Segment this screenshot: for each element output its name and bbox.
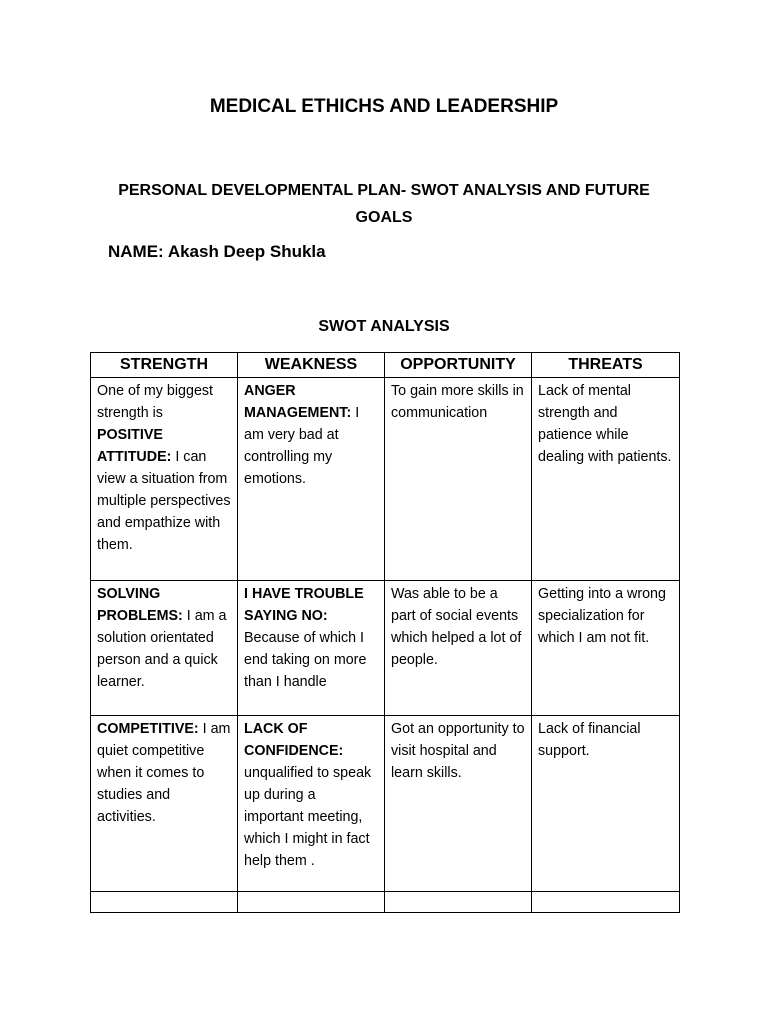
name-line [108,242,326,262]
document-title: MEDICAL ETHICHS AND LEADERSHIP [209,96,559,117]
strength-cell [91,716,238,892]
cell-text: Because of which I end taking on more than I handle [244,630,367,690]
cell-text: Lack of mental strength and patience while dealing with patients. [538,383,672,465]
name-label: NAME: [108,242,164,261]
header-strength: STRENGTH [91,353,238,378]
cell-bold-label: I HAVE TROUBLE SAYING NO: [244,586,364,624]
swot-table [90,352,680,913]
cell-text: Lack of financial support. [538,721,641,759]
opportunity-cell [385,378,532,581]
opportunity-cell [385,716,532,892]
cell-text: I am very bad at controlling my emotions. [244,405,360,487]
cell-bold-label: SOLVING PROBLEMS: [97,586,183,624]
table-row [91,716,680,892]
table-row-empty [91,892,680,913]
cell-text: unqualified to speak up during a important meeting, which I might in fact help them . [244,765,372,869]
table-header-row [91,353,680,378]
weakness-cell [238,378,385,581]
cell-bold-label: ANGER MANAGEMENT: [244,383,352,421]
cell-prefix: One of my biggest strength is [97,383,214,421]
swot-section-title: SWOT ANALYSIS [318,318,450,335]
cell-bold-label: POSITIVE ATTITUDE: [97,427,172,465]
cell-text: To gain more skills in communication [391,383,524,421]
empty-cell [91,892,238,913]
weakness-cell [238,716,385,892]
cell-text: I can view a situation from multiple perspectives and empathize with them. [97,449,231,553]
weakness-cell [238,581,385,716]
cell-text: Got an opportunity to visit hospital and learn skills. [391,721,525,781]
strength-cell [91,378,238,581]
header-weakness: WEAKNESS [238,353,385,378]
threats-cell [532,581,680,716]
empty-cell [532,892,680,913]
header-opportunity: OPPORTUNITY [385,353,532,378]
table-row [91,378,680,581]
opportunity-cell [385,581,532,716]
cell-bold-label: COMPETITIVE: [97,721,199,737]
cell-text: I am quiet competitive when it comes to studies and activities. [97,721,231,825]
cell-text: I am a solution orientated person and a quick learner. [97,608,227,690]
threats-cell [532,378,680,581]
cell-text: Was able to be a part of social events which helped a lot of people. [391,586,522,668]
header-threats: THREATS [532,353,680,378]
threats-cell [532,716,680,892]
name-value: Akash Deep Shukla [167,242,326,261]
cell-text: Getting into a wrong specialization for which I am not fit. [538,586,666,646]
table-row [91,581,680,716]
empty-cell [238,892,385,913]
cell-bold-label: LACK OF CONFIDENCE: [244,721,344,759]
empty-cell [385,892,532,913]
document-subtitle: PERSONAL DEVELOPMENTAL PLAN- SWOT ANALYSIS AND FUTURE GOALS [118,182,650,226]
strength-cell [91,581,238,716]
